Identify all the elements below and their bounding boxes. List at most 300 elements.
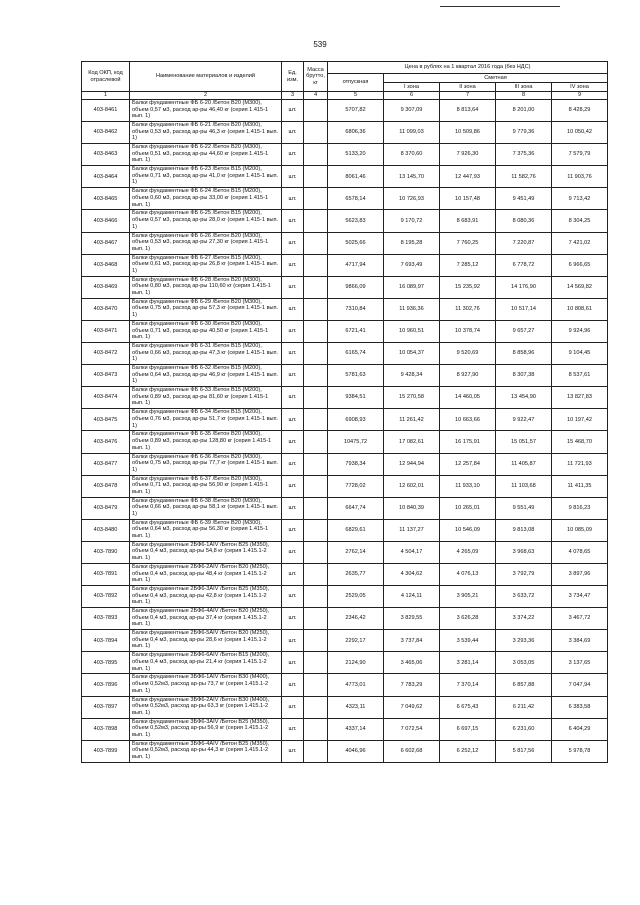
row-zone-1-price: 6 602,68 <box>384 740 440 762</box>
row-zone-3-price: 11 582,76 <box>496 166 552 188</box>
row-zone-1-price: 11 099,03 <box>384 122 440 144</box>
row-zone-3-price: 8 080,36 <box>496 210 552 232</box>
row-zone-1-price: 10 726,93 <box>384 188 440 210</box>
row-zone-1-price: 11 936,36 <box>384 298 440 320</box>
row-mass <box>304 674 328 696</box>
row-mass <box>304 122 328 144</box>
row-zone-1-price: 3 737,84 <box>384 630 440 652</box>
row-zone-2-price: 12 447,93 <box>440 166 496 188</box>
table-row <box>82 718 608 740</box>
row-name: Балки фундаментные 2БФ6-6АIV /Бетон В15 (М200), объем 0,4 м3, расход ар-ры 21,4 кг (серия 1.415.1-2 вып. 1) <box>130 652 282 674</box>
row-release-price: 7728,02 <box>328 475 384 497</box>
row-release-price: 5707,82 <box>328 100 384 122</box>
row-code: 403-8466 <box>82 210 130 232</box>
row-release-price: 2635,77 <box>328 563 384 585</box>
row-code: 403-8468 <box>82 254 130 276</box>
row-name: Балки фундаментные 2БФ6-1АIV /Бетон В25 (М350), объем 0,4 м3, расход ар-ры 54,8 кг (серия 1.415.1-2 вып. 1) <box>130 541 282 563</box>
row-zone-3-price: 8 201,00 <box>496 100 552 122</box>
row-name: Балки фундаментные ФБ 6-31 /Бетон В15 (М200), объем 0,66 м3, расход ар-ры 47,3 кг (серия 1.415-1 вып. 1) <box>130 343 282 365</box>
row-zone-4-price: 5 978,78 <box>552 740 608 762</box>
row-release-price: 6908,93 <box>328 409 384 431</box>
row-zone-1-price: 7 693,49 <box>384 254 440 276</box>
row-release-price: 5133,20 <box>328 144 384 166</box>
row-zone-3-price: 6 778,72 <box>496 254 552 276</box>
row-unit: шт. <box>282 409 304 431</box>
row-code: 403-7893 <box>82 608 130 630</box>
row-name: Балки фундаментные ФБ 6-21 /Бетон В20 (М300), объем 0,53 м3, расход ар-ры 46,3 кг (серия 1.415-1 вып. 1) <box>130 122 282 144</box>
row-zone-1-price: 17 082,61 <box>384 431 440 453</box>
table-row <box>82 166 608 188</box>
row-unit: шт. <box>282 100 304 122</box>
row-code: 403-8465 <box>82 188 130 210</box>
row-zone-2-price: 4 265,09 <box>440 541 496 563</box>
row-zone-2-price: 7 370,14 <box>440 674 496 696</box>
row-release-price: 6647,74 <box>328 497 384 519</box>
table-row <box>82 608 608 630</box>
row-unit: шт. <box>282 608 304 630</box>
row-name: Балки фундаментные ФБ 6-27 /Бетон В15 (М200), объем 0,61 м3, расход ар-ры 26,8 кг (серия 1.415-1 вып. 1) <box>130 254 282 276</box>
row-unit: шт. <box>282 696 304 718</box>
row-release-price: 6165,74 <box>328 343 384 365</box>
row-code: 403-8471 <box>82 320 130 342</box>
row-zone-3-price: 3 633,72 <box>496 586 552 608</box>
row-zone-1-price: 8 195,28 <box>384 232 440 254</box>
column-number: 8 <box>496 92 552 100</box>
row-zone-2-price: 10 157,48 <box>440 188 496 210</box>
row-zone-2-price: 10 378,74 <box>440 320 496 342</box>
row-zone-2-price: 6 252,12 <box>440 740 496 762</box>
header-zone-2: II зона <box>440 83 496 92</box>
row-unit: шт. <box>282 365 304 387</box>
row-zone-2-price: 16 175,91 <box>440 431 496 453</box>
row-zone-1-price: 9 428,34 <box>384 365 440 387</box>
row-name: Балки фундаментные ФБ 6-30 /Бетон В20 (М300), объем 0,71 м3, расход ар-ры 40,50 кг (серия 1.415-1 вып. 1) <box>130 320 282 342</box>
row-mass <box>304 453 328 475</box>
table-row <box>82 188 608 210</box>
row-name: Балки фундаментные ФБ 6-36 /Бетон В20 (М300), объем 0,75 м3, расход ар-ры 77,7 кг (серия 1.415-1 вып. 1) <box>130 453 282 475</box>
row-release-price: 9866,09 <box>328 276 384 298</box>
header-zone-3: III зона <box>496 83 552 92</box>
row-zone-1-price: 12 602,01 <box>384 475 440 497</box>
row-mass <box>304 563 328 585</box>
row-mass <box>304 740 328 762</box>
row-zone-3-price: 5 817,56 <box>496 740 552 762</box>
row-mass <box>304 497 328 519</box>
header-zone-1: I зона <box>384 83 440 92</box>
row-code: 403-8470 <box>82 298 130 320</box>
table-row <box>82 475 608 497</box>
row-zone-1-price: 10 054,37 <box>384 343 440 365</box>
row-unit: шт. <box>282 740 304 762</box>
row-code: 403-8476 <box>82 431 130 453</box>
row-mass <box>304 431 328 453</box>
row-zone-2-price: 9 520,69 <box>440 343 496 365</box>
table-row <box>82 740 608 762</box>
row-unit: шт. <box>282 210 304 232</box>
row-name: Балки фундаментные ФБ 6-22 /Бетон В20 (М300), объем 0,51 м3, расход ар-ры 44,60 кг (серия 1.415-1 вып. 1) <box>130 144 282 166</box>
row-zone-4-price: 10 197,42 <box>552 409 608 431</box>
row-zone-2-price: 7 760,25 <box>440 232 496 254</box>
row-zone-4-price: 8 304,25 <box>552 210 608 232</box>
row-unit: шт. <box>282 254 304 276</box>
column-number: 4 <box>304 92 328 100</box>
row-zone-1-price: 11 261,42 <box>384 409 440 431</box>
row-unit: шт. <box>282 674 304 696</box>
row-mass <box>304 343 328 365</box>
row-code: 403-8461 <box>82 100 130 122</box>
row-zone-2-price: 11 933,10 <box>440 475 496 497</box>
row-zone-4-price: 3 467,72 <box>552 608 608 630</box>
row-release-price: 2124,90 <box>328 652 384 674</box>
row-zone-1-price: 7 049,62 <box>384 696 440 718</box>
row-zone-2-price: 10 663,66 <box>440 409 496 431</box>
table-row <box>82 343 608 365</box>
header-unit: Ед. изм. <box>282 62 304 92</box>
row-zone-3-price: 10 517,14 <box>496 298 552 320</box>
row-zone-1-price: 7 072,54 <box>384 718 440 740</box>
row-unit: шт. <box>282 320 304 342</box>
row-zone-1-price: 3 465,06 <box>384 652 440 674</box>
row-zone-4-price: 11 411,35 <box>552 475 608 497</box>
row-zone-3-price: 7 375,36 <box>496 144 552 166</box>
row-zone-1-price: 4 304,62 <box>384 563 440 585</box>
table-row <box>82 497 608 519</box>
row-zone-3-price: 6 231,60 <box>496 718 552 740</box>
row-zone-2-price: 15 235,92 <box>440 276 496 298</box>
row-release-price: 7310,84 <box>328 298 384 320</box>
row-mass <box>304 586 328 608</box>
row-zone-1-price: 10 840,39 <box>384 497 440 519</box>
row-zone-1-price: 9 170,72 <box>384 210 440 232</box>
row-mass <box>304 718 328 740</box>
row-zone-3-price: 6 211,42 <box>496 696 552 718</box>
row-release-price: 6721,41 <box>328 320 384 342</box>
table-row <box>82 563 608 585</box>
row-zone-2-price: 12 257,84 <box>440 453 496 475</box>
table-row <box>82 210 608 232</box>
row-zone-1-price: 9 307,09 <box>384 100 440 122</box>
row-name: Балки фундаментные ФБ 6-24 /Бетон В15 (М200), объем 0,60 м3, расход ар-ры 33,00 кг (серия 1.415-1 вып. 1) <box>130 188 282 210</box>
row-zone-4-price: 14 569,82 <box>552 276 608 298</box>
row-release-price: 6578,14 <box>328 188 384 210</box>
row-zone-2-price: 3 539,44 <box>440 630 496 652</box>
row-zone-4-price: 6 383,58 <box>552 696 608 718</box>
row-zone-1-price: 4 124,11 <box>384 586 440 608</box>
row-zone-4-price: 7 047,94 <box>552 674 608 696</box>
row-zone-1-price: 8 370,60 <box>384 144 440 166</box>
row-release-price: 5623,83 <box>328 210 384 232</box>
row-zone-2-price: 7 285,12 <box>440 254 496 276</box>
row-name: Балки фундаментные 3БФ6-3АIV /Бетон В25 (М350), объем 0,52м3, расход ар-ры 56,9 кг (серия 1.415.1-2 вып. 1) <box>130 718 282 740</box>
row-mass <box>304 144 328 166</box>
row-zone-4-price: 3 384,69 <box>552 630 608 652</box>
row-code: 403-8480 <box>82 519 130 541</box>
row-release-price: 4717,94 <box>328 254 384 276</box>
row-zone-2-price: 10 265,01 <box>440 497 496 519</box>
column-number: 5 <box>328 92 384 100</box>
row-zone-1-price: 16 089,97 <box>384 276 440 298</box>
row-code: 403-7898 <box>82 718 130 740</box>
row-zone-3-price: 6 857,88 <box>496 674 552 696</box>
row-zone-3-price: 3 374,22 <box>496 608 552 630</box>
row-zone-3-price: 11 405,87 <box>496 453 552 475</box>
row-code: 403-8472 <box>82 343 130 365</box>
row-zone-2-price: 6 697,15 <box>440 718 496 740</box>
row-code: 403-8469 <box>82 276 130 298</box>
row-mass <box>304 166 328 188</box>
column-number: 2 <box>130 92 282 100</box>
table-row <box>82 541 608 563</box>
row-name: Балки фундаментные 3БФ6-2АIV /Бетон В30 (М400), объем 0,52м3, расход ар-ры 63,3 кг (серия 1.415.1-2 вып. 1) <box>130 696 282 718</box>
row-name: Балки фундаментные 2БФ6-5АIV /Бетон В20 (М250), объем 0,4 м3, расход ар-ры 28,6 кг (серия 1.415.1-2 вып. 1) <box>130 630 282 652</box>
row-zone-3-price: 11 103,68 <box>496 475 552 497</box>
row-zone-3-price: 14 176,90 <box>496 276 552 298</box>
row-code: 403-8464 <box>82 166 130 188</box>
row-mass <box>304 630 328 652</box>
table-row <box>82 453 608 475</box>
row-mass <box>304 475 328 497</box>
row-zone-4-price: 9 816,23 <box>552 497 608 519</box>
row-release-price: 4046,96 <box>328 740 384 762</box>
row-code: 403-7891 <box>82 563 130 585</box>
row-mass <box>304 100 328 122</box>
row-zone-2-price: 10 509,86 <box>440 122 496 144</box>
row-code: 403-8477 <box>82 453 130 475</box>
row-unit: шт. <box>282 343 304 365</box>
row-name: Балки фундаментные 3БФ6-4АIV /Бетон В25 (М350), объем 0,52м3, расход ар-ры 44,3 кг (серия 1.415.1-2 вып. 1) <box>130 740 282 762</box>
row-zone-2-price: 10 546,09 <box>440 519 496 541</box>
row-name: Балки фундаментные ФБ 6-38 /Бетон В20 (М300), объем 0,66 м3, расход ар-ры 58,1 кг (серия 1.415-1 вып. 1) <box>130 497 282 519</box>
row-code: 403-8475 <box>82 409 130 431</box>
row-name: Балки фундаментные 2БФ6-2АIV /Бетон В20 (М250), объем 0,4 м3, расход ар-ры 48,4 кг (серия 1.415.1-2 вып. 1) <box>130 563 282 585</box>
row-unit: шт. <box>282 541 304 563</box>
row-zone-3-price: 9 779,36 <box>496 122 552 144</box>
row-mass <box>304 210 328 232</box>
row-zone-3-price: 8 858,96 <box>496 343 552 365</box>
table-row <box>82 144 608 166</box>
header-mass: Масса брутто, кг <box>304 62 328 92</box>
row-zone-4-price: 8 537,61 <box>552 365 608 387</box>
row-zone-3-price: 3 792,79 <box>496 563 552 585</box>
row-mass <box>304 188 328 210</box>
header-name: Наименование материалов и изделий <box>130 62 282 92</box>
column-number: 1 <box>82 92 130 100</box>
row-zone-4-price: 9 713,42 <box>552 188 608 210</box>
row-name: Балки фундаментные ФБ 6-25 /Бетон В15 (М200), объем 0,57 м3, расход ар-ры 28,0 кг (серия 1.415-1 вып. 1) <box>130 210 282 232</box>
row-release-price: 10475,72 <box>328 431 384 453</box>
row-zone-4-price: 9 924,96 <box>552 320 608 342</box>
row-zone-2-price: 11 302,76 <box>440 298 496 320</box>
table-row <box>82 431 608 453</box>
row-mass <box>304 409 328 431</box>
row-unit: шт. <box>282 166 304 188</box>
row-unit: шт. <box>282 188 304 210</box>
row-zone-1-price: 3 829,55 <box>384 608 440 630</box>
row-zone-4-price: 13 827,83 <box>552 387 608 409</box>
row-unit: шт. <box>282 586 304 608</box>
row-zone-4-price: 15 468,70 <box>552 431 608 453</box>
row-unit: шт. <box>282 276 304 298</box>
table-body <box>82 100 608 763</box>
page-number: 539 <box>313 40 327 49</box>
column-number: 6 <box>384 92 440 100</box>
row-zone-1-price: 10 960,51 <box>384 320 440 342</box>
row-zone-2-price: 14 460,05 <box>440 387 496 409</box>
row-code: 403-7897 <box>82 696 130 718</box>
row-release-price: 2346,42 <box>328 608 384 630</box>
row-name: Балки фундаментные ФБ 6-34 /Бетон В15 (М200), объем 0,76 м3, расход ар-ры 51,7 кг (серия 1.415-1 вып. 1) <box>130 409 282 431</box>
row-code: 403-7895 <box>82 652 130 674</box>
row-unit: шт. <box>282 497 304 519</box>
row-zone-1-price: 12 944,94 <box>384 453 440 475</box>
row-unit: шт. <box>282 630 304 652</box>
row-unit: шт. <box>282 232 304 254</box>
row-mass <box>304 298 328 320</box>
row-unit: шт. <box>282 122 304 144</box>
row-mass <box>304 254 328 276</box>
row-release-price: 4337,14 <box>328 718 384 740</box>
row-zone-3-price: 3 293,36 <box>496 630 552 652</box>
row-zone-4-price: 11 721,93 <box>552 453 608 475</box>
row-zone-3-price: 9 551,49 <box>496 497 552 519</box>
row-zone-3-price: 3 053,05 <box>496 652 552 674</box>
table-row <box>82 276 608 298</box>
row-code: 403-8473 <box>82 365 130 387</box>
row-zone-4-price: 3 734,47 <box>552 586 608 608</box>
table-row <box>82 232 608 254</box>
row-mass <box>304 387 328 409</box>
row-mass <box>304 696 328 718</box>
row-zone-4-price: 3 137,65 <box>552 652 608 674</box>
row-name: Балки фундаментные ФБ 6-33 /Бетон В15 (М200), объем 0,89 м3, расход ар-ры 81,60 кг (серия 1.415-1 вып. 1) <box>130 387 282 409</box>
row-release-price: 2292,17 <box>328 630 384 652</box>
table-row <box>82 320 608 342</box>
header-release-price: отпускная <box>328 74 384 92</box>
row-zone-4-price: 10 050,42 <box>552 122 608 144</box>
row-zone-1-price: 7 783,29 <box>384 674 440 696</box>
row-release-price: 5025,66 <box>328 232 384 254</box>
row-name: Балки фундаментные ФБ 6-39 /Бетон В20 (М300), объем 0,64 м3, расход ар-ры 56,30 кг (серия 1.415-1 вып. 1) <box>130 519 282 541</box>
row-code: 403-7899 <box>82 740 130 762</box>
row-release-price: 8061,46 <box>328 166 384 188</box>
row-zone-4-price: 8 428,29 <box>552 100 608 122</box>
row-zone-2-price: 4 076,13 <box>440 563 496 585</box>
header-zone-4: IV зона <box>552 83 608 92</box>
row-zone-1-price: 11 137,27 <box>384 519 440 541</box>
row-release-price: 9384,51 <box>328 387 384 409</box>
row-unit: шт. <box>282 519 304 541</box>
column-number: 9 <box>552 92 608 100</box>
row-name: Балки фундаментные 3БФ6-1АIV /Бетон В30 (М400), объем 0,52м3, расход ар-ры 73,7 кг (серия 1.415.1-2 вып. 1) <box>130 674 282 696</box>
row-name: Балки фундаментные ФБ 6-20 /Бетон В20 (М300), объем 0,57 м3, расход ар-ры 46,40 кг (серия 1.415-1 вып. 1) <box>130 100 282 122</box>
table-row <box>82 365 608 387</box>
row-mass <box>304 652 328 674</box>
row-name: Балки фундаментные ФБ 6-28 /Бетон В20 (М300), объем 0,80 м3, расход ар-ры 110,60 кг (серия 1.415-1 вып. 1) <box>130 276 282 298</box>
row-zone-4-price: 3 897,96 <box>552 563 608 585</box>
row-code: 403-8478 <box>82 475 130 497</box>
row-zone-2-price: 7 926,30 <box>440 144 496 166</box>
table-row <box>82 696 608 718</box>
row-release-price: 7938,34 <box>328 453 384 475</box>
row-name: Балки фундаментные ФБ 6-29 /Бетон В20 (М300), объем 0,75 м3, расход ар-ры 57,3 кг (серия 1.415-1 вып. 1) <box>130 298 282 320</box>
column-number: 3 <box>282 92 304 100</box>
table-row <box>82 519 608 541</box>
row-zone-2-price: 6 675,43 <box>440 696 496 718</box>
table-row <box>82 409 608 431</box>
row-unit: шт. <box>282 718 304 740</box>
row-zone-4-price: 11 903,76 <box>552 166 608 188</box>
row-zone-3-price: 8 307,38 <box>496 365 552 387</box>
row-name: Балки фундаментные 2БФ6-3АIV /Бетон В25 (М350), объем 0,4 м3, расход ар-ры 42,8 кг (серия 1.415.1-2 вып. 1) <box>130 586 282 608</box>
row-zone-4-price: 10 808,61 <box>552 298 608 320</box>
row-zone-4-price: 7 421,02 <box>552 232 608 254</box>
row-zone-3-price: 7 220,87 <box>496 232 552 254</box>
row-mass <box>304 541 328 563</box>
row-zone-1-price: 13 145,70 <box>384 166 440 188</box>
column-number: 7 <box>440 92 496 100</box>
row-unit: шт. <box>282 563 304 585</box>
row-zone-3-price: 9 813,08 <box>496 519 552 541</box>
row-code: 403-8479 <box>82 497 130 519</box>
table-row <box>82 586 608 608</box>
row-zone-4-price: 4 078,65 <box>552 541 608 563</box>
row-zone-2-price: 8 927,90 <box>440 365 496 387</box>
top-rule <box>440 6 560 7</box>
row-zone-4-price: 9 104,45 <box>552 343 608 365</box>
header-estimate-price: Сметная <box>384 74 608 83</box>
row-unit: шт. <box>282 387 304 409</box>
row-zone-3-price: 3 968,63 <box>496 541 552 563</box>
row-name: Балки фундаментные ФБ 6-37 /Бетон В20 (М300), объем 0,71 м3, расход ар-ры 56,90 кг (серия 1.415-1 вып. 1) <box>130 475 282 497</box>
row-code: 403-8474 <box>82 387 130 409</box>
row-code: 403-8467 <box>82 232 130 254</box>
row-zone-2-price: 8 683,91 <box>440 210 496 232</box>
row-zone-3-price: 9 451,49 <box>496 188 552 210</box>
row-mass <box>304 608 328 630</box>
table-row <box>82 100 608 122</box>
table-row <box>82 674 608 696</box>
row-name: Балки фундаментные ФБ 6-23 /Бетон В15 (М200), объем 0,71 м3, расход ар-ры 41,0 кг (серия 1.415-1 вып. 1) <box>130 166 282 188</box>
row-mass <box>304 519 328 541</box>
row-name: Балки фундаментные 2БФ6-4АIV /Бетон В20 (М250), объем 0,4 м3, расход ар-ры 37,4 кг (серия 1.415.1-2 вып. 1) <box>130 608 282 630</box>
row-zone-3-price: 9 922,47 <box>496 409 552 431</box>
row-name: Балки фундаментные ФБ 6-35 /Бетон В20 (М300), объем 0,89 м3, расход ар-ры 128,80 кг (серия 1.415-1 вып. 1) <box>130 431 282 453</box>
table-row <box>82 122 608 144</box>
row-unit: шт. <box>282 453 304 475</box>
row-code: 403-7892 <box>82 586 130 608</box>
row-zone-3-price: 9 657,27 <box>496 320 552 342</box>
row-release-price: 4773,01 <box>328 674 384 696</box>
row-release-price: 5781,63 <box>328 365 384 387</box>
row-code: 403-8462 <box>82 122 130 144</box>
row-name: Балки фундаментные ФБ 6-32 /Бетон В15 (М200), объем 0,64 м3, расход ар-ры 46,9 кг (серия 1.415-1 вып. 1) <box>130 365 282 387</box>
row-name: Балки фундаментные ФБ 6-26 /Бетон В20 (М300), объем 0,53 м3, расход ар-ры 27,30 кг (серия 1.415-1 вып. 1) <box>130 232 282 254</box>
row-code: 403-7894 <box>82 630 130 652</box>
row-release-price: 2529,05 <box>328 586 384 608</box>
row-zone-4-price: 10 085,09 <box>552 519 608 541</box>
row-zone-4-price: 6 404,29 <box>552 718 608 740</box>
row-release-price: 6806,36 <box>328 122 384 144</box>
row-zone-2-price: 3 905,21 <box>440 586 496 608</box>
row-mass <box>304 365 328 387</box>
row-zone-1-price: 4 504,17 <box>384 541 440 563</box>
row-zone-2-price: 8 813,64 <box>440 100 496 122</box>
row-release-price: 4323,11 <box>328 696 384 718</box>
row-release-price: 2762,14 <box>328 541 384 563</box>
row-zone-3-price: 13 454,90 <box>496 387 552 409</box>
row-zone-3-price: 15 051,57 <box>496 431 552 453</box>
row-zone-2-price: 3 626,28 <box>440 608 496 630</box>
